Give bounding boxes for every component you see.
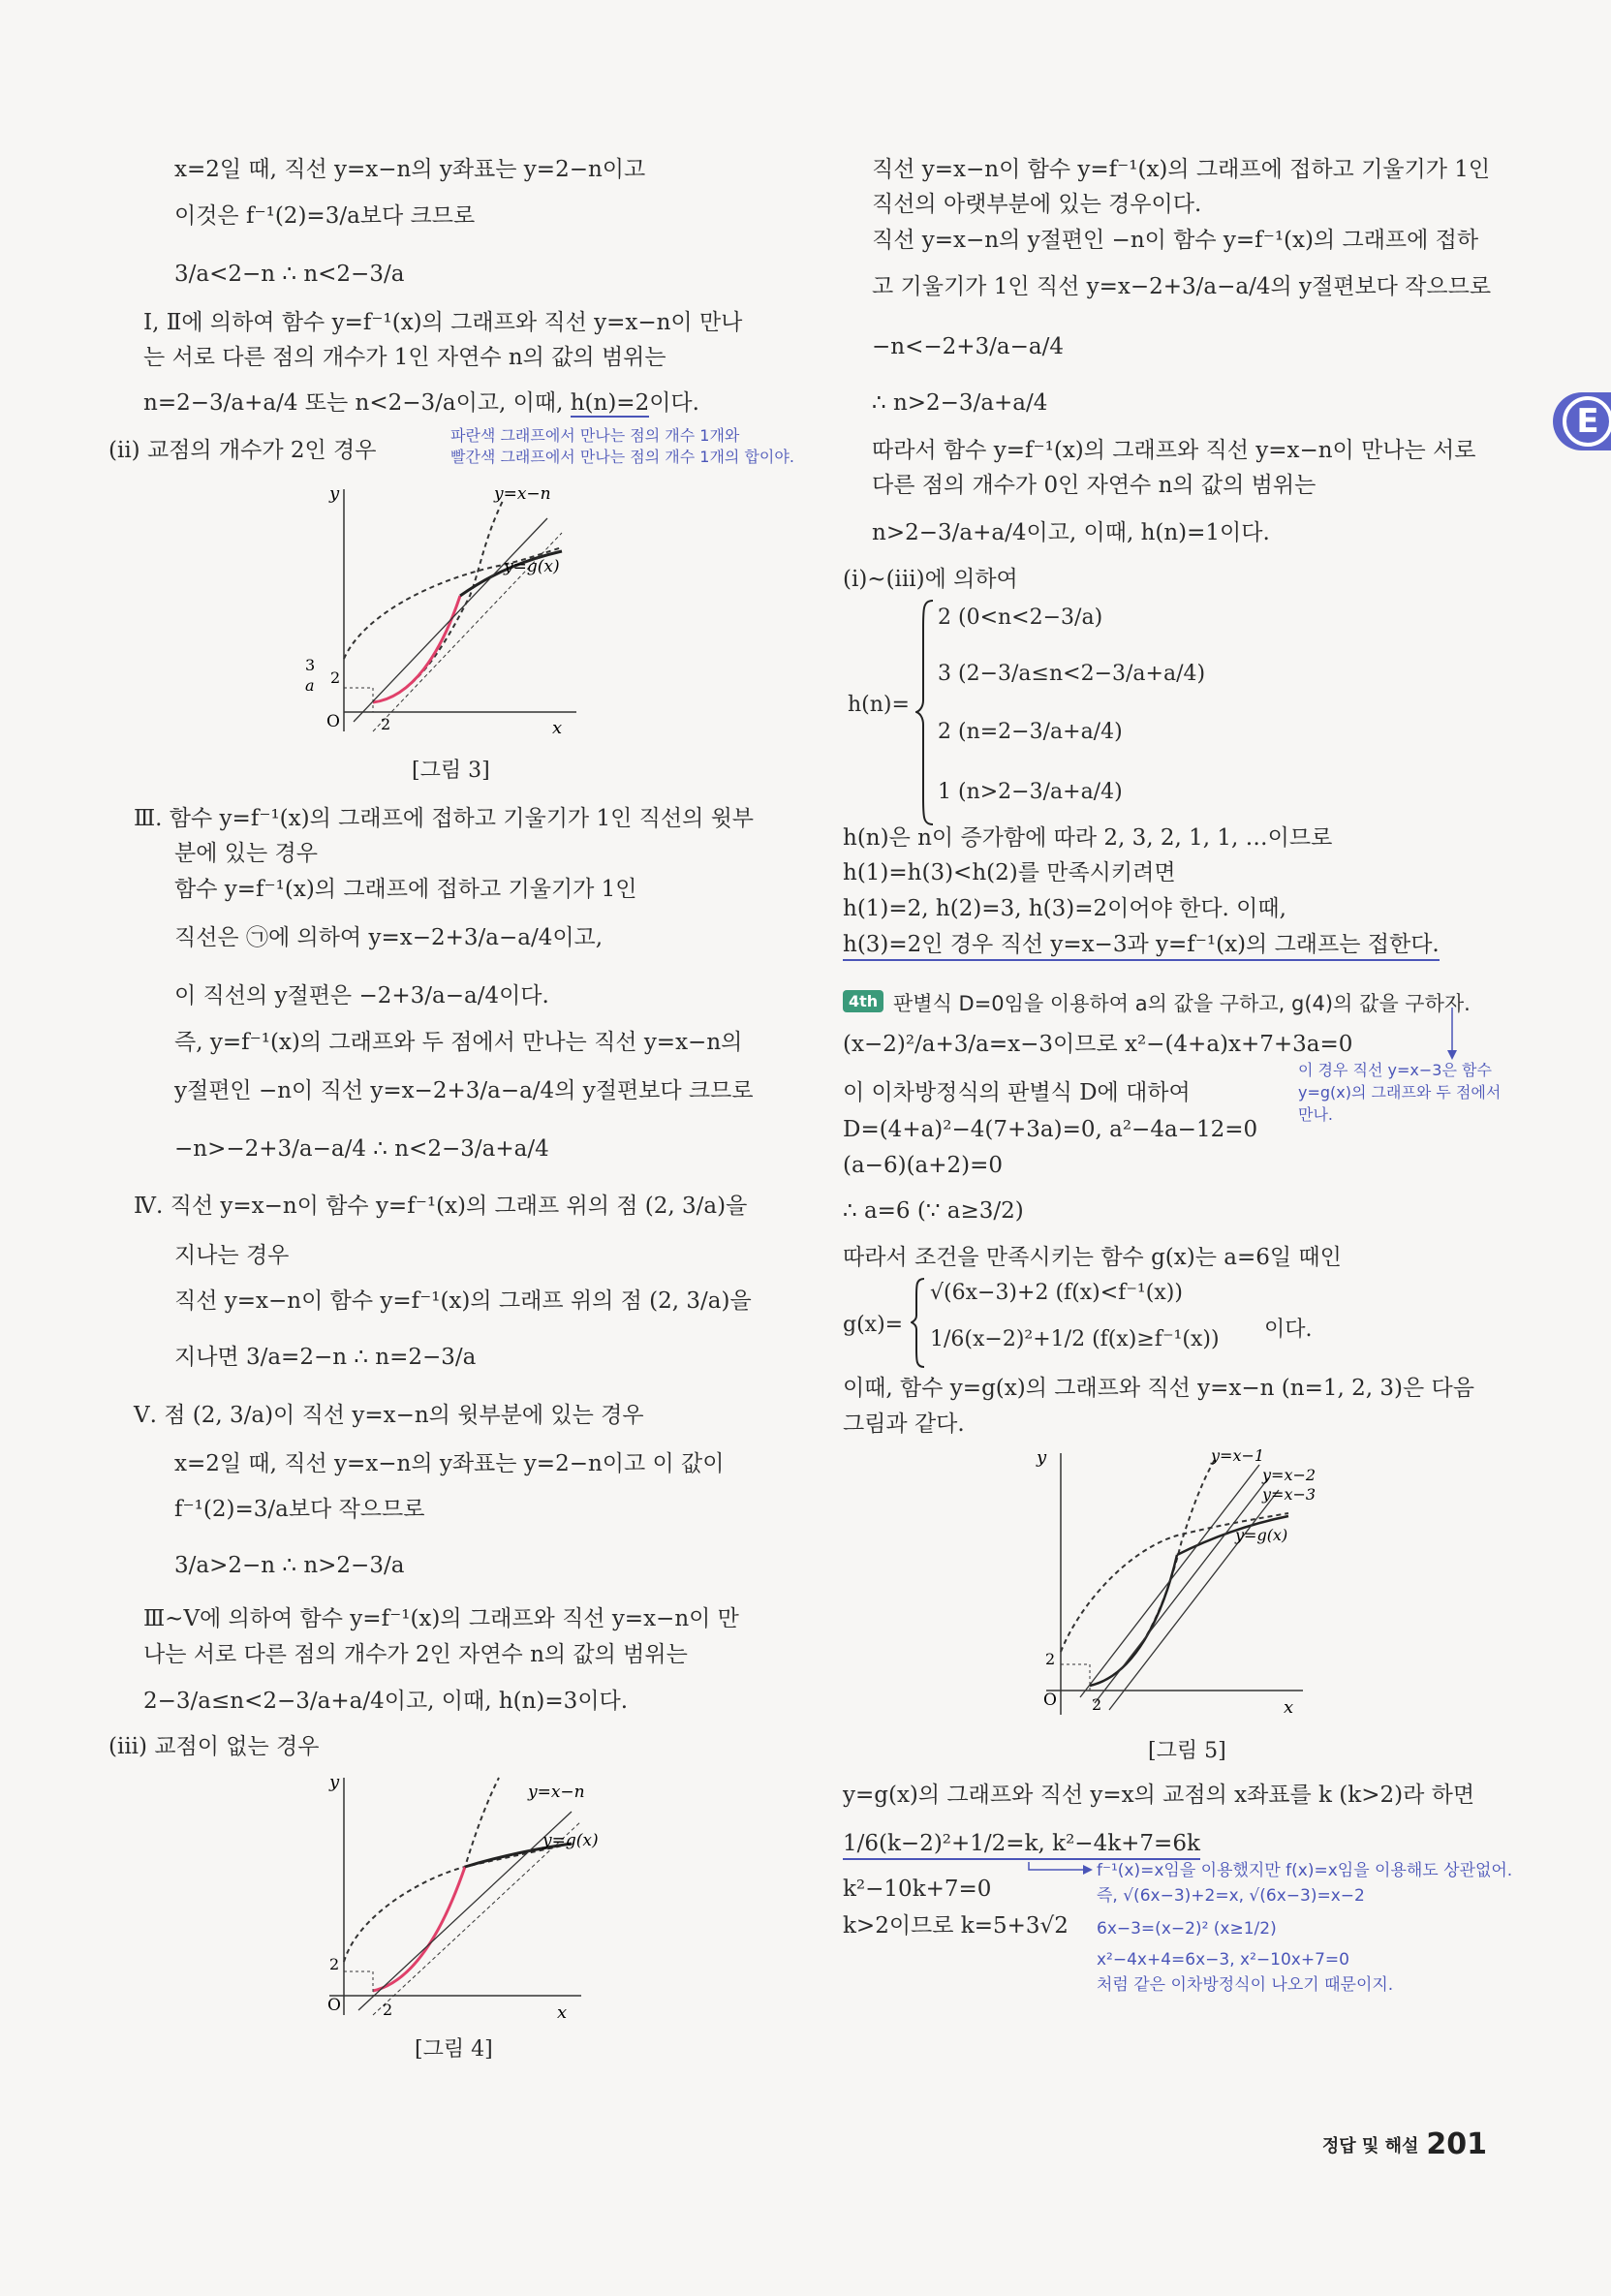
annotation-1b: 빨간색 그래프에서 만나는 점의 개수 1개의 합이야. — [450, 448, 794, 466]
line-x-3 — [1109, 1490, 1279, 1710]
fig5-line-1-label: y=x−1 — [1211, 1446, 1265, 1465]
right-line-8: 다른 점의 개수가 0인 자연수 n의 값의 범위는 — [872, 473, 1317, 498]
fig4-two-y: 2 — [329, 1955, 340, 1973]
page-number: 201 — [1426, 2127, 1487, 2161]
g-case-2: 1/6(x−2)²+1/2 (f(x)≥f⁻¹(x)) — [930, 1327, 1220, 1351]
right-line-15: (x−2)²/a+3/a=x−3이므로 x²−(4+a)x+7+3a=0 — [843, 1032, 1353, 1057]
right-line-18: (a−6)(a+2)=0 — [843, 1153, 1004, 1178]
fig3-two-x: 2 — [381, 715, 391, 733]
right-line-22: 그림과 같다. — [843, 1412, 965, 1437]
left-line-20: Ⅴ. 점 (2, 3/a)이 직선 y=x−n의 윗부분에 있는 경우 — [134, 1403, 644, 1428]
right-line-3: 직선 y=x−n의 y절편인 −n이 함수 y=f⁻¹(x)의 그래프에 접하 — [872, 228, 1479, 253]
left-line-2: 이것은 f⁻¹(2)=3/a보다 크므로 — [174, 203, 476, 229]
figure-4 — [300, 1768, 620, 2030]
fig5-two-y: 2 — [1045, 1650, 1056, 1668]
figure-3 — [286, 480, 596, 751]
right-line-6: ∴ n>2−3/a+a/4 — [872, 390, 1048, 416]
g-case-1: √(6x−3)+2 (f(x)<f⁻¹(x)) — [930, 1281, 1183, 1305]
fig3-ya: 3 — [305, 656, 316, 674]
left-line-7: (ii) 교점의 개수가 2인 경우 — [108, 438, 377, 463]
left-line-23: 3/a>2−n ∴ n>2−3/a — [174, 1553, 405, 1578]
right-line-7: 따라서 함수 y=f⁻¹(x)의 그래프와 직선 y=x−n이 만나는 서로 — [872, 438, 1476, 463]
annotation-2b: y=g(x)의 그래프와 두 점에서 — [1298, 1083, 1502, 1101]
left-line-13: 즉, y=f⁻¹(x)의 그래프와 두 점에서 만나는 직선 y=x−n의 — [174, 1030, 743, 1055]
fig3-xlabel: x — [552, 718, 563, 738]
left-line-11: 직선은 ㉠에 의하여 y=x−2+3/a−a/4이고, — [174, 925, 604, 950]
left-line-10: 함수 y=f⁻¹(x)의 그래프에 접하고 기울기가 1인 — [174, 877, 637, 902]
annotation-1a: 파란색 그래프에서 만나는 점의 개수 1개와 — [450, 426, 740, 445]
annotation-3a: f⁻¹(x)=x임을 이용했지만 f(x)=x임을 이용해도 상관없어. — [1097, 1861, 1513, 1880]
left-line-4: Ⅰ, Ⅱ에 의하여 함수 y=f⁻¹(x)의 그래프와 직선 y=x−n이 만나 — [143, 310, 743, 335]
left-line-26: 2−3/a≤n<2−3/a+a/4이고, 이때, h(n)=3이다. — [143, 1689, 629, 1714]
left-line-22: f⁻¹(2)=3/a보다 작으므로 — [174, 1497, 425, 1522]
fig5-origin: O — [1043, 1691, 1057, 1710]
fig5-two-x: 2 — [1092, 1695, 1102, 1714]
right-line-20: 따라서 조건을 만족시키는 함수 g(x)는 a=6일 때인 — [843, 1245, 1342, 1270]
line-1 — [358, 1812, 572, 2010]
g-tail: 이다. — [1264, 1318, 1313, 1342]
fig5-line-2-label: y=x−2 — [1262, 1466, 1317, 1484]
right-line-17: D=(4+a)²−4(7+3a)=0, a²−4a−12=0 — [843, 1117, 1258, 1142]
left-line-5: 는 서로 다른 점의 개수가 1인 자연수 n의 값의 범위는 — [143, 345, 666, 370]
left-line-27: (iii) 교점이 없는 경우 — [108, 1734, 320, 1759]
section-badge — [1553, 392, 1611, 450]
fig5-line-3-label: y=x−3 — [1262, 1485, 1317, 1504]
dashed-curve — [344, 1844, 572, 1962]
left-line-25: 나는 서로 다른 점의 개수가 2인 자연수 n의 값의 범위는 — [143, 1642, 688, 1667]
line-2 — [373, 1821, 581, 2015]
annotation-3e: 처럼 같은 이차방정식이 나오기 때문이지. — [1097, 1975, 1394, 1995]
right-line-10: (i)~(iii)에 의하여 — [843, 567, 1018, 592]
annotation-2a: 이 경우 직선 y=x−3은 함수 — [1298, 1061, 1492, 1079]
line-1 — [354, 518, 547, 722]
figure-5-caption: [그림 5] — [1148, 1739, 1226, 1763]
fig3-ylabel: y — [329, 483, 340, 504]
annotation-2c: 만나. — [1298, 1105, 1333, 1124]
right-line-23: y=g(x)의 그래프와 직선 y=x의 교점의 x좌표를 k (k>2)라 하면 — [843, 1783, 1475, 1808]
fig4-ylabel: y — [329, 1772, 340, 1792]
right-line-14: h(3)=2인 경우 직선 y=x−3과 y=f⁻¹(x)의 그래프는 접한다. — [843, 932, 1440, 961]
right-line-24: 1/6(k−2)²+1/2=k, k²−4k+7=6k — [843, 1831, 1200, 1860]
hn-label: h(n)= — [848, 693, 910, 717]
fig5-curve-label: y=g(x) — [1235, 1526, 1288, 1544]
footer-label: 정답 및 해설 — [1321, 2135, 1419, 2156]
fig3-yb: a — [305, 676, 315, 695]
fig4-origin: O — [327, 1996, 341, 2015]
g-lhs: g(x)= — [843, 1313, 904, 1337]
case-3: 2 (n=2−3/a+a/4) — [938, 720, 1123, 744]
fig3-two-y: 2 — [330, 668, 341, 687]
right-line-13: h(1)=2, h(2)=3, h(3)=2이어야 한다. 이때, — [843, 896, 1286, 921]
fig3-curve-label: y=g(x) — [504, 557, 560, 576]
case-1: 2 (0<n<2−3/a) — [938, 605, 1103, 630]
left-line-6b: h(n)=2 — [570, 390, 650, 416]
right-line-21: 이때, 함수 y=g(x)의 그래프와 직선 y=x−n (n=1, 2, 3)은 다음 — [843, 1376, 1474, 1401]
right-line-19: ∴ a=6 (∵ a≥3/2) — [843, 1198, 1024, 1224]
left-line-1: x=2일 때, 직선 y=x−n의 y좌표는 y=2−n이고 — [174, 157, 646, 182]
right-line-12: h(1)=h(3)<h(2)를 만족시키려면 — [843, 860, 1176, 885]
right-line-25: k²−10k+7=0 — [843, 1877, 992, 1902]
left-line-17: 지나는 경우 — [174, 1243, 290, 1268]
dashed-inverse — [1090, 1458, 1216, 1686]
annotation-3b: 즉, √(6x−3)+2=x, √(6x−3)=x−2 — [1097, 1886, 1365, 1906]
case-2: 3 (2−3/a≤n<2−3/a+a/4) — [938, 662, 1206, 686]
case-4: 1 (n>2−3/a+a/4) — [938, 780, 1123, 804]
right-line-4: 고 기울기가 1인 직선 y=x−2+3/a−a/4의 y절편보다 작으므로 — [872, 274, 1492, 299]
step-tag: 4th — [843, 990, 883, 1012]
left-line-6a: n=2−3/a+a/4 또는 n<2−3/a이고, 이때, — [143, 390, 571, 416]
left-line-21: x=2일 때, 직선 y=x−n의 y좌표는 y=2−n이고 이 값이 — [174, 1451, 725, 1476]
fig4-two-x: 2 — [383, 2001, 393, 2019]
fig5-ylabel: y — [1037, 1447, 1047, 1468]
right-line-9: n>2−3/a+a/4이고, 이때, h(n)=1이다. — [872, 520, 1270, 545]
step-text: 판별식 D=0임을 이용하여 a의 값을 구하고, g(4)의 값을 구하자. — [893, 992, 1471, 1015]
right-line-1: 직선 y=x−n이 함수 y=f⁻¹(x)의 그래프에 접하고 기울기가 1인 — [872, 157, 1491, 182]
left-line-6 — [143, 390, 699, 418]
left-line-19: 지나면 3/a=2−n ∴ n=2−3/a — [174, 1345, 477, 1370]
left-line-24: Ⅲ~Ⅴ에 의하여 함수 y=f⁻¹(x)의 그래프와 직선 y=x−n이 만 — [143, 1606, 739, 1631]
annotation-3c: 6x−3=(x−2)² (x≥1/2) — [1097, 1919, 1277, 1939]
left-line-8: Ⅲ. 함수 y=f⁻¹(x)의 그래프에 접하고 기울기가 1인 직선의 윗부 — [134, 806, 755, 831]
line-x-2 — [1095, 1477, 1269, 1703]
page-footer — [1322, 2127, 1487, 2161]
annotation-3d: x²−4x+4=6x−3, x²−10x+7=0 — [1097, 1950, 1349, 1970]
fig4-curve-label: y=g(x) — [542, 1831, 599, 1850]
fig4-line-label: y=x−n — [528, 1783, 585, 1802]
left-line-12: 이 직선의 y절편은 −2+3/a−a/4이다. — [174, 983, 549, 1008]
figure-3-caption: [그림 3] — [412, 759, 490, 783]
right-line-16: 이 이차방정식의 판별식 D에 대하여 — [843, 1080, 1191, 1105]
left-line-6c: 이다. — [649, 390, 699, 416]
cases-brace — [915, 599, 935, 826]
dashed-inverse — [373, 499, 504, 702]
section-badge-letter: E — [1563, 396, 1611, 447]
fig5-xlabel: x — [1284, 1697, 1294, 1718]
arrow-right-icon — [1027, 1860, 1095, 1879]
figure-5 — [1022, 1443, 1332, 1729]
right-line-11: h(n)은 n이 증가함에 따라 2, 3, 2, 1, 1, …이므로 — [843, 825, 1333, 851]
fig3-line-label: y=x−n — [494, 484, 551, 504]
right-line-26: k>2이므로 k=5+3√2 — [843, 1913, 1069, 1939]
left-line-3: 3/a<2−n ∴ n<2−3/a — [174, 262, 405, 287]
left-line-9: 분에 있는 경우 — [174, 841, 318, 866]
right-line-2: 직선의 아랫부분에 있는 경우이다. — [872, 192, 1202, 217]
g-lower — [1090, 1555, 1177, 1686]
left-line-15: −n>−2+3/a−a/4 ∴ n<2−3/a+a/4 — [174, 1136, 549, 1162]
fig3-origin: O — [326, 712, 340, 731]
figure-4-caption: [그림 4] — [415, 2037, 493, 2062]
left-line-18: 직선 y=x−n이 함수 y=f⁻¹(x)의 그래프 위의 점 (2, 3/a)을 — [174, 1288, 752, 1314]
left-line-16: Ⅳ. 직선 y=x−n이 함수 y=f⁻¹(x)의 그래프 위의 점 (2, 3/a)을 — [134, 1194, 748, 1219]
dashed-inverse — [373, 1778, 499, 1991]
right-line-5: −n<−2+3/a−a/4 — [872, 334, 1064, 359]
arrow-down-icon — [1446, 1008, 1458, 1061]
fig4-xlabel: x — [557, 2002, 568, 2023]
line-x-1 — [1080, 1465, 1259, 1697]
g-brace — [911, 1277, 926, 1369]
left-line-14: y절편인 −n이 직선 y=x−2+3/a−a/4의 y절편보다 크므로 — [174, 1078, 754, 1103]
